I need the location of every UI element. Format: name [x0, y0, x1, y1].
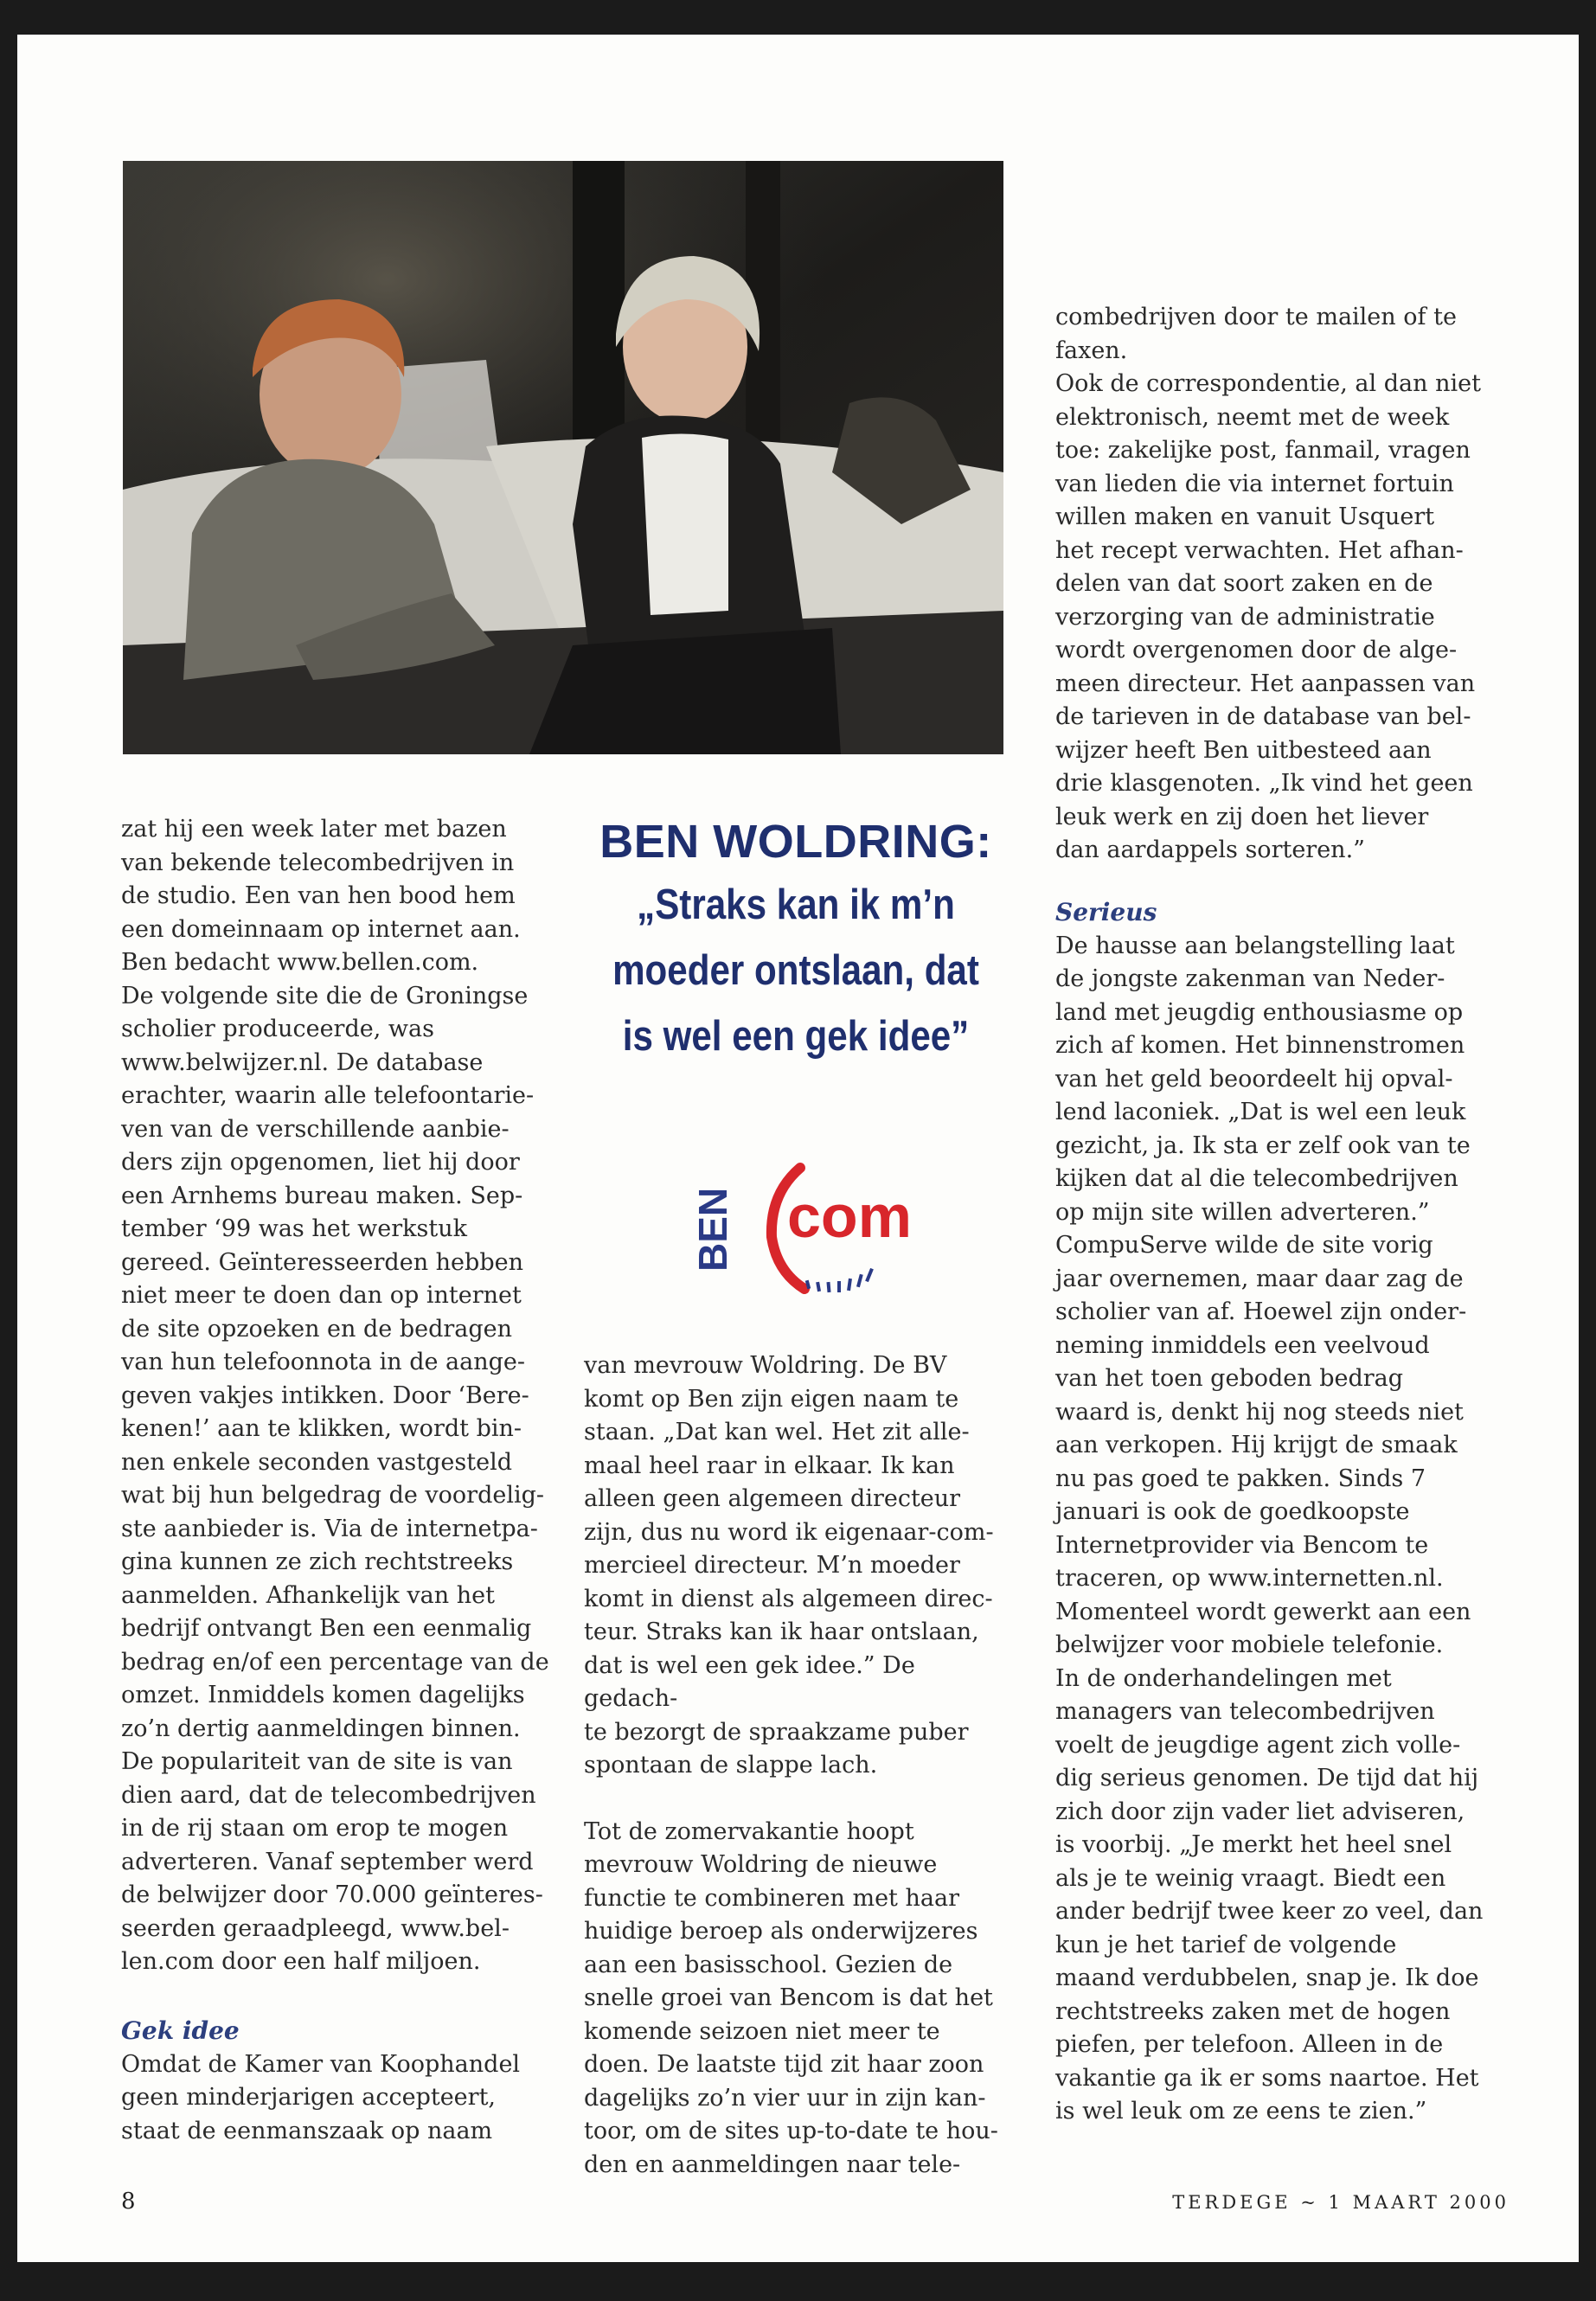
text-line: In de onderhandelingen met: [1055, 1664, 1392, 1692]
text-line: zat hij een week later met bazen: [121, 816, 507, 843]
text-line: komt in dienst als algemeen direc-: [584, 1585, 993, 1612]
text-line: is voorbij. „Je merkt het heel snel: [1055, 1831, 1452, 1858]
text-line: mevrouw Woldring de nieuwe: [584, 1851, 938, 1878]
logo-vertical-text: BEN: [690, 1187, 735, 1272]
magazine-page: [17, 35, 1579, 2262]
article-column-3: [1055, 301, 1505, 2129]
text-line: seerden geraadpleegd, www.bel-: [121, 1914, 510, 1942]
text-line: gezicht, ja. Ik sta er zelf ook van te: [1055, 1131, 1471, 1159]
text-line: erachter, waarin alle telefoontarie-: [121, 1082, 535, 1109]
text-line: ander bedrijf twee keer zo veel, dan: [1055, 1898, 1484, 1925]
text-line: De populariteit van de site is van: [121, 1748, 513, 1775]
text-line: de tarieven in de database van bel-: [1055, 703, 1471, 730]
paragraph: [121, 813, 571, 1979]
subheading: Gek idee: [121, 2016, 240, 2045]
article-column-1: [121, 813, 571, 2148]
text-line: het recept verwachten. Het afhan-: [1055, 536, 1464, 564]
text-line: vakantie ga ik er soms naartoe. Het: [1055, 2064, 1479, 2092]
text-line: Internetprovider via Bencom te: [1055, 1531, 1429, 1559]
headline-quote-line-2: moeder ontslaan, dat: [612, 947, 979, 994]
text-line: kijken dat al die telecombedrijven: [1055, 1165, 1458, 1192]
text-line: rechtstreeks zaken met de hogen: [1055, 1997, 1451, 2025]
text-line: len.com door een half miljoen.: [121, 1948, 481, 1975]
text-line: zijn, dus nu word ik eigenaar-com-: [584, 1518, 994, 1546]
article-column-2: [584, 1349, 999, 2182]
text-line: tember ‘99 was het werkstuk: [121, 1215, 467, 1242]
text-line: te bezorgt de spraakzame puber: [584, 1718, 969, 1746]
text-line: ders zijn opgenomen, liet hij door: [121, 1149, 520, 1176]
text-line: jaar overnemen, maar daar zag de: [1055, 1265, 1464, 1292]
text-line: wordt overgenomen door de alge-: [1055, 637, 1458, 663]
text-line: in de rij staan om erop te mogen: [121, 1815, 509, 1842]
headline: [571, 811, 1021, 1069]
text-line: Ben bedacht www.bellen.com.: [121, 949, 479, 976]
text-line: een Arnhems bureau maken. Sep-: [121, 1182, 523, 1209]
text-line: komt op Ben zijn eigen naam te: [584, 1385, 959, 1413]
paragraph: [1055, 301, 1505, 868]
text-line: omzet. Inmiddels komen dagelijks: [121, 1682, 525, 1708]
paragraph: [121, 2048, 571, 2149]
text-line: teur. Straks kan ik haar ontslaan,: [584, 1618, 979, 1645]
text-line: doen. De laatste tijd zit haar zoon: [584, 2051, 984, 2078]
text-line: de studio. Een van hen bood hem: [121, 882, 516, 909]
logo-main-text: com: [787, 1183, 912, 1250]
text-line: dagelijks zo’n vier uur in zijn kan-: [584, 2084, 986, 2112]
text-line: mercieel directeur. M’n moeder: [584, 1552, 960, 1579]
text-line: komende seizoen niet meer te: [584, 2017, 940, 2045]
text-line: niet meer te doen dan op internet: [121, 1282, 522, 1309]
text-line: CompuServe wilde de site vorig: [1055, 1232, 1433, 1259]
text-line: belwijzer voor mobiele telefonie.: [1055, 1631, 1444, 1658]
text-line: nen enkele seconden vastgesteld: [121, 1448, 512, 1476]
paragraph: [584, 1816, 999, 2182]
text-line: dat is wel een gek idee.” De gedach-: [584, 1651, 915, 1712]
text-line: spontaan de slappe lach.: [584, 1752, 878, 1779]
text-line: managers van telecombedrijven: [1055, 1698, 1435, 1725]
text-line: van hun telefoonnota in de aange-: [121, 1349, 526, 1375]
publication-footer: TERDEGE ~ 1 MAART 2000: [1172, 2192, 1509, 2213]
text-line: kenen!’ aan te klikken, wordt bin-: [121, 1415, 522, 1442]
text-line: scholier van af. Hoewel zijn onder-: [1055, 1298, 1467, 1325]
text-line: meen directeur. Het aanpassen van: [1055, 670, 1476, 697]
text-line: zich door zijn vader liet adviseren,: [1055, 1798, 1465, 1825]
bencom-logo-mark: [690, 1133, 917, 1306]
text-line: de jongste zakenman van Neder-: [1055, 965, 1445, 992]
text-line: dien aard, dat de telecombedrijven: [121, 1781, 536, 1809]
paragraph: [584, 1349, 999, 1783]
text-line: januari is ook de goedkoopste: [1055, 1498, 1410, 1525]
text-line: land met jeugdig enthousiasme op: [1055, 998, 1464, 1026]
text-line: combedrijven door te mailen of te: [1055, 304, 1457, 330]
text-line: voelt de jeugdige agent zich volle-: [1055, 1731, 1461, 1759]
text-line: maal heel raar in elkaar. Ik kan: [584, 1452, 955, 1479]
text-line: elektronisch, neemt met de week: [1055, 403, 1450, 431]
text-line: maand verdubbelen, snap je. Ik doe: [1055, 1965, 1479, 1991]
subheading: Serieus: [1055, 897, 1157, 926]
text-line: Omdat de Kamer van Koophandel: [121, 2050, 521, 2078]
text-line: verzorging van de administratie: [1055, 603, 1435, 631]
text-line: lend laconiek. „Dat is wel een leuk: [1055, 1099, 1466, 1125]
text-line: wijzer heeft Ben uitbesteed aan: [1055, 736, 1432, 764]
headline-quote-line-1: „Straks kan ik m’n: [637, 881, 955, 928]
text-line: aan verkopen. Hij krijgt de smaak: [1055, 1432, 1458, 1458]
text-line: als je te weinig vraagt. Biedt een: [1055, 1864, 1446, 1892]
text-line: traceren, op www.internetten.nl.: [1055, 1565, 1444, 1592]
text-line: dan aardappels sorteren.”: [1055, 836, 1365, 863]
text-line: waard is, denkt hij nog steeds niet: [1055, 1398, 1464, 1426]
text-line: De hausse aan belangstelling laat: [1055, 932, 1455, 959]
text-line: op mijn site willen adverteren.”: [1055, 1198, 1430, 1226]
text-line: gina kunnen ze zich rechtstreeks: [121, 1548, 514, 1575]
text-line: staan. „Dat kan wel. Het zit alle-: [584, 1419, 970, 1445]
headline-name: BEN WOLDRING:: [599, 816, 992, 868]
text-line: huidige beroep als onderwijzeres: [584, 1918, 978, 1945]
text-line: piefen, per telefoon. Alleen in de: [1055, 2031, 1444, 2058]
text-line: snelle groei van Bencom is dat het: [584, 1984, 993, 2011]
text-line: www.belwijzer.nl. De database: [121, 1048, 484, 1076]
text-line: de belwijzer door 70.000 geïnteres-: [121, 1881, 543, 1908]
text-line: Tot de zomervakantie hoopt: [584, 1817, 914, 1845]
text-line: een domeinnaam op internet aan.: [121, 915, 521, 943]
paragraph: [1055, 930, 1505, 2129]
text-line: van bekende telecombedrijven in: [121, 849, 515, 876]
text-line: ven van de verschillende aanbie-: [121, 1115, 510, 1143]
text-line: adverteren. Vanaf september werd: [121, 1848, 534, 1875]
text-line: van het geld beoordeelt hij opval-: [1055, 1065, 1453, 1093]
text-line: toor, om de sites up-to-date te hou-: [584, 2118, 998, 2144]
text-line: nu pas goed te pakken. Sinds 7: [1055, 1465, 1426, 1492]
text-line: toe: zakelijke post, fanmail, vragen: [1055, 437, 1471, 464]
text-line: functie te combineren met haar: [584, 1884, 959, 1912]
text-line: den en aanmeldingen naar tele-: [584, 2150, 961, 2178]
text-line: Ook de correspondentie, al dan niet: [1055, 370, 1481, 397]
text-line: zo’n dertig aanmeldingen binnen.: [121, 1715, 521, 1742]
text-line: van lieden die via internet fortuin: [1055, 470, 1454, 497]
text-line: zich af komen. Het binnenstromen: [1055, 1032, 1465, 1059]
page-number: 8: [121, 2189, 136, 2214]
text-line: aanmelden. Afhankelijk van het: [121, 1581, 495, 1609]
text-line: aan een basisschool. Gezien de: [584, 1951, 953, 1978]
text-line: kun je het tarief de volgende: [1055, 1931, 1397, 1958]
text-line: gereed. Geïnteresseerden hebben: [121, 1248, 523, 1276]
text-line: de site opzoeken en de bedragen: [121, 1315, 513, 1343]
text-line: neming inmiddels een veelvoud: [1055, 1331, 1430, 1359]
text-line: ste aanbieder is. Via de internetpa-: [121, 1515, 538, 1542]
text-line: faxen.: [1055, 336, 1128, 364]
text-line: bedrijf ontvangt Ben een eenmalig: [121, 1615, 532, 1642]
text-line: leuk werk en zij doen het liever: [1055, 803, 1429, 830]
text-line: geven vakjes intikken. Door ‘Bere-: [121, 1381, 529, 1409]
text-line: wat bij hun belgedrag de voordelig-: [121, 1482, 545, 1509]
text-line: van het toen geboden bedrag: [1055, 1365, 1404, 1392]
text-line: willen maken en vanuit Usquert: [1055, 503, 1435, 530]
photo-mother-and-son-on-sofa: [123, 161, 1003, 754]
text-line: geen minderjarigen accepteert,: [121, 2084, 497, 2111]
text-line: Momenteel wordt gewerkt aan een: [1055, 1598, 1471, 1625]
text-line: dig serieus genomen. De tijd dat hij: [1055, 1765, 1479, 1791]
text-line: De volgende site die de Groningse: [121, 982, 529, 1009]
photo-illustration: [123, 161, 1003, 754]
text-line: delen van dat soort zaken en de: [1055, 570, 1433, 597]
text-line: is wel leuk om ze eens te zien.”: [1055, 2098, 1427, 2125]
bencom-logo: [690, 1133, 917, 1306]
text-line: alleen geen algemeen directeur: [584, 1485, 961, 1512]
text-line: scholier produceerde, was: [121, 1016, 434, 1042]
headline-quote-line-3: is wel een gek idee”: [622, 1013, 970, 1060]
text-line: bedrag en/of een percentage van de: [121, 1648, 549, 1676]
text-line: van mevrouw Woldring. De BV: [584, 1352, 947, 1379]
text-line: drie klasgenoten. „Ik vind het geen: [1055, 770, 1473, 797]
text-line: staat de eenmanszaak op naam: [121, 2117, 493, 2144]
